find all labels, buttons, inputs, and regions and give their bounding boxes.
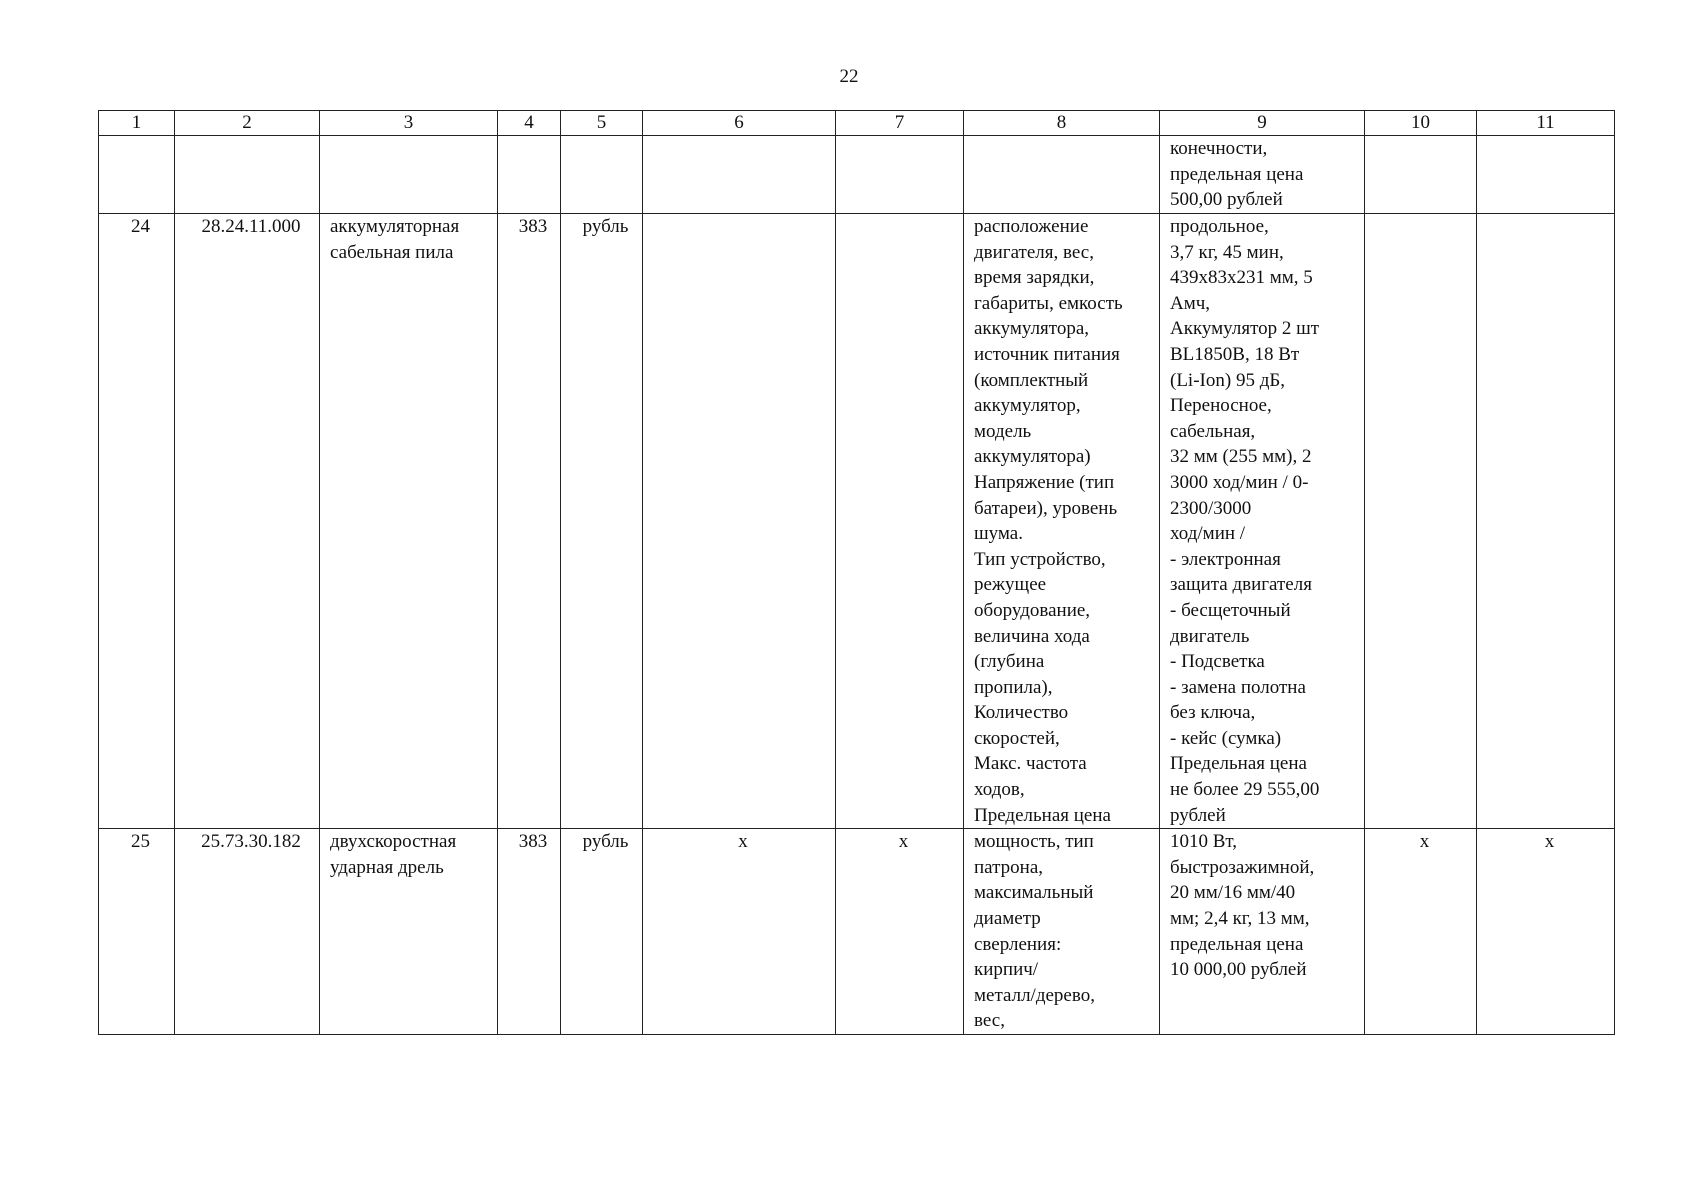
col7-cell: x <box>836 829 964 1035</box>
unit-cell: рубль <box>561 829 643 1035</box>
okei-code-cell: 383 <box>498 214 561 829</box>
table-cell <box>643 136 836 214</box>
table-row <box>99 214 1615 829</box>
header-cell-3: 3 <box>320 111 498 136</box>
header-cell-2: 2 <box>175 111 320 136</box>
header-cell-9: 9 <box>1160 111 1365 136</box>
header-row <box>99 111 1615 136</box>
table-cell <box>836 136 964 214</box>
table-cell <box>964 136 1160 214</box>
continuation-values-cell: конечности, предельная цена 500,00 рублей <box>1160 136 1365 214</box>
header-cell-5: 5 <box>561 111 643 136</box>
col7-cell <box>836 214 964 829</box>
okpd-code-cell: 25.73.30.182 <box>175 829 320 1035</box>
requirements-table <box>98 110 1615 1035</box>
item-name-cell: двухскоростная ударная дрель <box>320 829 498 1035</box>
header-cell-4: 4 <box>498 111 561 136</box>
table-cell <box>1477 136 1615 214</box>
table-cell <box>498 136 561 214</box>
continuation-row <box>99 136 1615 214</box>
page-number: 22 <box>839 66 859 87</box>
col10-cell: x <box>1365 829 1477 1035</box>
col11-cell: x <box>1477 829 1615 1035</box>
table-cell <box>175 136 320 214</box>
characteristics-cell: мощность, тип патрона, максимальный диаметр сверления: кирпич/ металл/дерево, вес, <box>964 829 1160 1035</box>
header-cell-11: 11 <box>1477 111 1615 136</box>
header-cell-6: 6 <box>643 111 836 136</box>
table-cell <box>320 136 498 214</box>
col6-cell: x <box>643 829 836 1035</box>
values-cell: продольное, 3,7 кг, 45 мин, 439x83x231 мм, 5 Амч, Аккумулятор 2 шт BL1850B, 18 Вт (Li-Ion) 95 дБ, Переносное, сабельная, 32 мм (255 мм), 2 3000 ход/мин / 0- 2300/3000 ход/мин / - электронная защита двигателя - бесщеточный двигатель - Подсветка - замена полотна без ключа, - кейс (сумка) Предельная цена не более 29 555,00 рублей <box>1160 214 1365 829</box>
header-cell-8: 8 <box>964 111 1160 136</box>
header-cell-7: 7 <box>836 111 964 136</box>
unit-cell: рубль <box>561 214 643 829</box>
okei-code-cell: 383 <box>498 829 561 1035</box>
table-cell <box>99 136 175 214</box>
row-number-cell: 24 <box>99 214 175 829</box>
table-cell <box>561 136 643 214</box>
table-row <box>99 829 1615 1035</box>
col11-cell <box>1477 214 1615 829</box>
col10-cell <box>1365 214 1477 829</box>
row-number-cell: 25 <box>99 829 175 1035</box>
table-cell <box>1365 136 1477 214</box>
okpd-code-cell: 28.24.11.000 <box>175 214 320 829</box>
values-cell: 1010 Вт, быстрозажимной, 20 мм/16 мм/40 мм; 2,4 кг, 13 мм, предельная цена 10 000,00 рублей <box>1160 829 1365 1035</box>
characteristics-cell: расположение двигателя, вес, время зарядки, габариты, емкость аккумулятора, источник питания (комплектный аккумулятор, модель аккумулятора) Напряжение (тип батареи), уровень шума. Тип устройство, режущее оборудование, величина хода (глубина пропила), Количество скоростей, Макс. частота ходов, Предельная цена <box>964 214 1160 829</box>
item-name-cell: аккумуляторная сабельная пила <box>320 214 498 829</box>
header-cell-10: 10 <box>1365 111 1477 136</box>
col6-cell <box>643 214 836 829</box>
header-cell-1: 1 <box>99 111 175 136</box>
